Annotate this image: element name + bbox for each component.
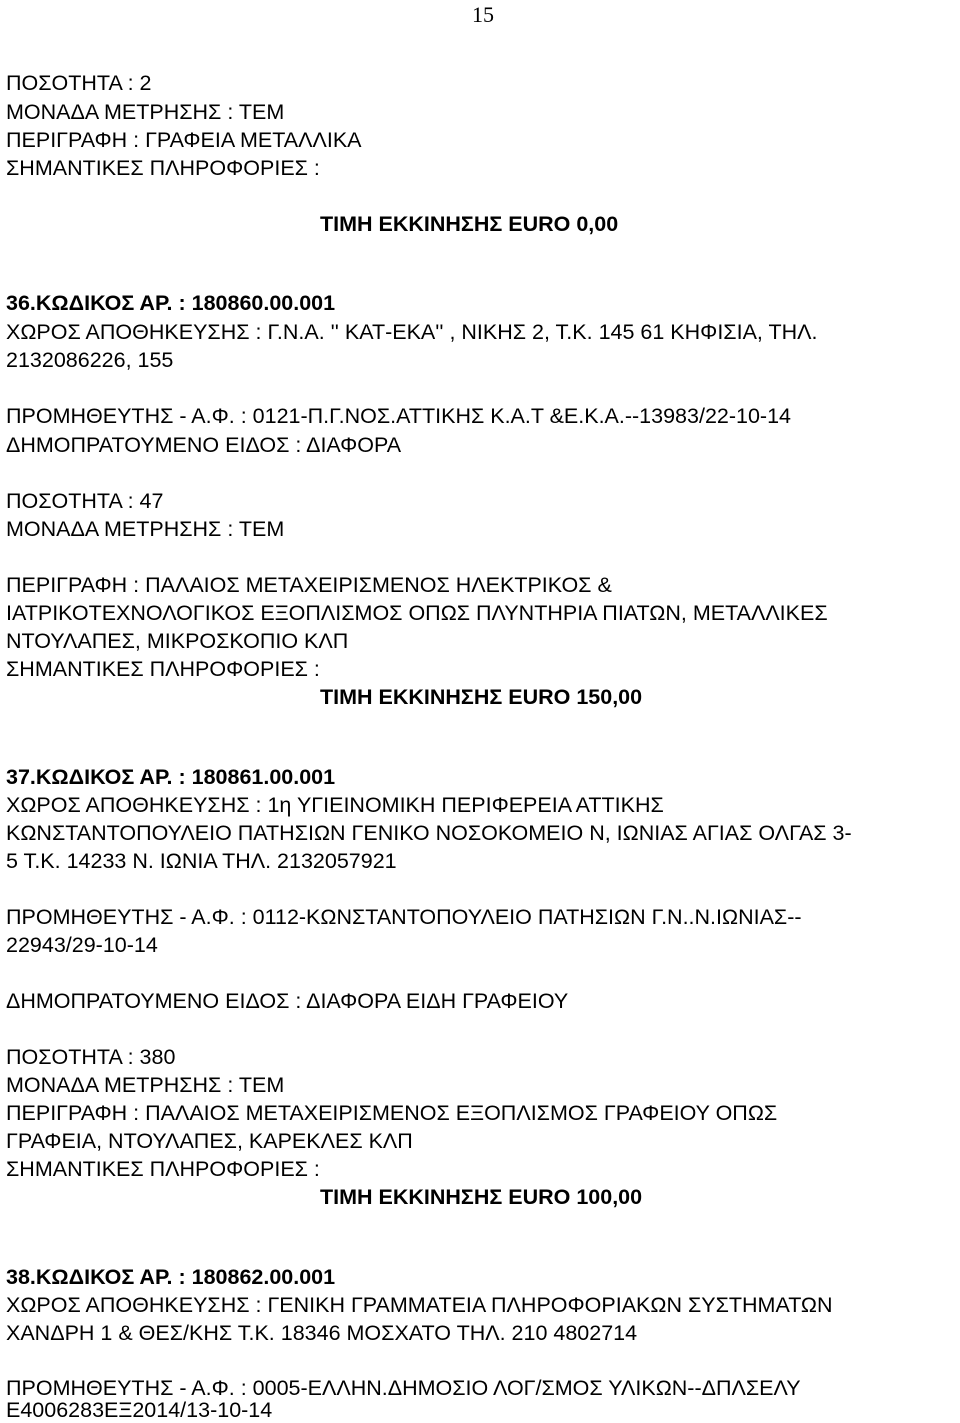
page-number: 15 <box>472 2 494 27</box>
supplier-line: Ε4006283ΕΞ2014/13-10-14 <box>6 1398 273 1422</box>
supplier-line: ΠΡΟΜΗΘΕΥΤΗΣ - Α.Φ. : 0112-ΚΩΝΣΤΑΝΤΟΠΟΥΛΕΙΟ ΠΑΤΗΣΙΩΝ Γ.Ν..Ν.ΙΩΝΙΑΣ-- <box>6 905 802 929</box>
storage-location-line: 2132086226, 155 <box>6 348 174 372</box>
description-line: ΙΑΤΡΙΚΟΤΕΧΝΟΛΟΓΙΚΟΣ ΕΞΟΠΛΙΣΜΟΣ ΟΠΩΣ ΠΛΥΝΤΗΡΙΑ ΠΙΑΤΩΝ, ΜΕΤΑΛΛΙΚΕΣ <box>6 601 828 625</box>
storage-location-line: ΧΩΡΟΣ ΑΠΟΘΗΚΕΥΣΗΣ : ΓΕΝΙΚΗ ΓΡΑΜΜΑΤΕΙΑ ΠΛΗΡΟΦΟΡΙΑΚΩΝ ΣΥΣΤΗΜΑΤΩΝ <box>6 1293 833 1317</box>
storage-location-line: ΧΩΡΟΣ ΑΠΟΘΗΚΕΥΣΗΣ : 1η ΥΓΙΕΙΝΟΜΙΚΗ ΠΕΡΙΦΕΡΕΙΑ ΑΤΤΙΚΗΣ <box>6 793 664 817</box>
storage-location-line: ΚΩΝΣΤΑΝΤΟΠΟΥΛΕΙΟ ΠΑΤΗΣΙΩΝ ΓΕΝΙΚΟ ΝΟΣΟΚΟΜΕΙΟ Ν, ΙΩΝΙΑΣ ΑΓΙΑΣ ΟΛΓΑΣ 3- <box>6 821 852 845</box>
quantity-line: ΠΟΣΟΤΗΤΑ : 47 <box>6 489 164 513</box>
quantity-line: ΠΟΣΟΤΗΤΑ : 380 <box>6 1045 176 1069</box>
item-code-heading: 37.ΚΩΔΙΚΟΣ ΑΡ. : 180861.00.001 <box>6 765 336 789</box>
auctioned-item-line: ΔΗΜΟΠΡΑΤΟΥΜΕΝΟ ΕΙΔΟΣ : ΔΙΑΦΟΡΑ ΕΙΔΗ ΓΡΑΦΕΙΟΥ <box>6 989 569 1013</box>
auctioned-item-line: ΔΗΜΟΠΡΑΤΟΥΜΕΝΟ ΕΙΔΟΣ : ΔΙΑΦΟΡΑ <box>6 433 402 457</box>
quantity-line: ΠΟΣΟΤΗΤΑ : 2 <box>6 71 152 95</box>
supplier-line: ΠΡΟΜΗΘΕΥΤΗΣ - Α.Φ. : 0005-ΕΛΛΗΝ.ΔΗΜΟΣΙΟ ΛΟΓ/ΣΜΟΣ ΥΛΙΚΩΝ--ΔΠΛΣΕΛΥ <box>6 1376 801 1400</box>
item-code-heading: 38.ΚΩΔΙΚΟΣ ΑΡ. : 180862.00.001 <box>6 1265 336 1289</box>
description-line: ΓΡΑΦΕΙΑ, ΝΤΟΥΛΑΠΕΣ, ΚΑΡΕΚΛΕΣ ΚΛΠ <box>6 1129 413 1153</box>
starting-price: ΤΙΜΗ ΕΚΚΙΝΗΣΗΣ EURO 150,00 <box>320 685 643 709</box>
important-info-label: ΣΗΜΑΝΤΙΚΕΣ ΠΛΗΡΟΦΟΡΙΕΣ : <box>6 657 320 681</box>
important-info-label: ΣΗΜΑΝΤΙΚΕΣ ΠΛΗΡΟΦΟΡΙΕΣ : <box>6 1157 320 1181</box>
item-code-heading: 36.ΚΩΔΙΚΟΣ ΑΡ. : 180860.00.001 <box>6 291 336 315</box>
description-line: ΠΕΡΙΓΡΑΦΗ : ΠΑΛΑΙΟΣ ΜΕΤΑΧΕΙΡΙΣΜΕΝΟΣ ΕΞΟΠΛΙΣΜΟΣ ΓΡΑΦΕΙΟΥ ΟΠΩΣ <box>6 1101 778 1125</box>
supplier-line: ΠΡΟΜΗΘΕΥΤΗΣ - Α.Φ. : 0121-Π.Γ.ΝΟΣ.ΑΤΤΙΚΗΣ Κ.Α.Τ &Ε.Κ.Α.--13983/22-10-14 <box>6 404 792 428</box>
storage-location-line: ΧΩΡΟΣ ΑΠΟΘΗΚΕΥΣΗΣ : Γ.Ν.Α. '' ΚΑΤ-ΕΚΑ'' , ΝΙΚΗΣ 2, Τ.Κ. 145 61 ΚΗΦΙΣΙΑ, ΤΗΛ. <box>6 320 818 344</box>
starting-price: ΤΙΜΗ ΕΚΚΙΝΗΣΗΣ EURO 0,00 <box>320 212 619 236</box>
description-line: ΠΕΡΙΓΡΑΦΗ : ΓΡΑΦΕΙΑ ΜΕΤΑΛΛΙΚΑ <box>6 128 362 152</box>
description-line: ΝΤΟΥΛΑΠΕΣ, ΜΙΚΡΟΣΚΟΠΙΟ ΚΛΠ <box>6 629 349 653</box>
important-info-label: ΣΗΜΑΝΤΙΚΕΣ ΠΛΗΡΟΦΟΡΙΕΣ : <box>6 156 320 180</box>
storage-location-line: 5 Τ.Κ. 14233 Ν. ΙΩΝΙΑ ΤΗΛ. 2132057921 <box>6 849 397 873</box>
unit-line: ΜΟΝΑΔΑ ΜΕΤΡΗΣΗΣ : ΤΕΜ <box>6 517 285 541</box>
description-line: ΠΕΡΙΓΡΑΦΗ : ΠΑΛΑΙΟΣ ΜΕΤΑΧΕΙΡΙΣΜΕΝΟΣ ΗΛΕΚΤΡΙΚΟΣ & <box>6 573 612 597</box>
starting-price: ΤΙΜΗ ΕΚΚΙΝΗΣΗΣ EURO 100,00 <box>320 1185 643 1209</box>
storage-location-line: ΧΑΝΔΡΗ 1 & ΘΕΣ/ΚΗΣ Τ.Κ. 18346 ΜΟΣΧΑΤΟ ΤΗΛ. 210 4802714 <box>6 1321 638 1345</box>
supplier-line: 22943/29-10-14 <box>6 933 158 957</box>
unit-line: ΜΟΝΑΔΑ ΜΕΤΡΗΣΗΣ : ΤΕΜ <box>6 100 285 124</box>
unit-line: ΜΟΝΑΔΑ ΜΕΤΡΗΣΗΣ : ΤΕΜ <box>6 1073 285 1097</box>
